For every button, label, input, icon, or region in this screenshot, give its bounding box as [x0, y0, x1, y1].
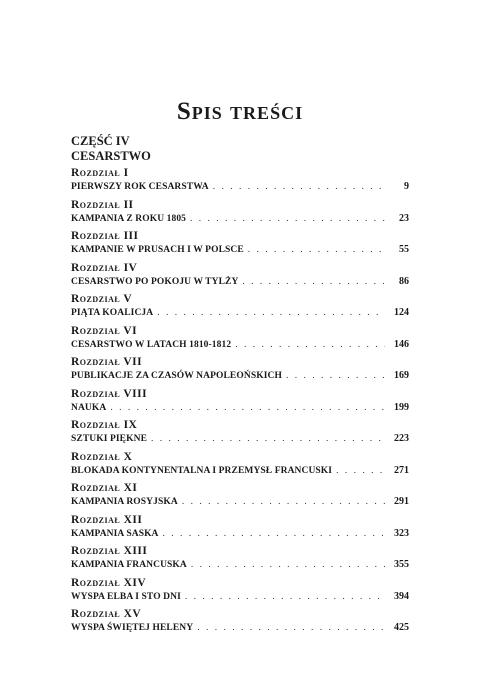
entry-row: [71, 275, 409, 288]
entry-row: [71, 306, 409, 319]
toc-entries: [71, 166, 409, 639]
toc-entry: [71, 607, 409, 639]
entry-title: KAMPANIE W PRUSACH I W POLSCE: [71, 245, 244, 255]
entry-title: PIĄTA KOALICJA: [71, 308, 154, 318]
toc-entry: [71, 324, 409, 356]
chapter-label: Rozdział VIII: [71, 387, 148, 400]
page-number: 169: [394, 370, 409, 381]
page-number: 55: [399, 244, 409, 255]
dot-leader: [163, 528, 385, 541]
dot-leader: [191, 559, 385, 572]
page-number: 124: [394, 307, 409, 318]
page-number: 323: [394, 527, 409, 539]
toc-title: Spis treści: [176, 98, 304, 125]
entry-row: [71, 180, 409, 193]
toc-entry: [71, 387, 409, 419]
entry-title: BLOKADA KONTYNENTALNA I PRZEMYSŁ FRANCUSKI: [71, 465, 333, 476]
entry-row: [71, 527, 409, 540]
chapter-label: Rozdział II: [71, 198, 134, 211]
page-number: 23: [399, 212, 409, 224]
chapter-label: Rozdział VI: [71, 324, 138, 337]
page-number: 9: [404, 181, 409, 192]
page-number: 394: [394, 590, 409, 602]
dot-leader: [185, 591, 385, 604]
page-number: 146: [394, 338, 409, 350]
dot-leader: [157, 307, 385, 320]
dot-leader: [242, 276, 385, 289]
entry-title: WYSPA ŚWIĘTEJ HELENY: [71, 623, 194, 633]
toc-entry: [71, 292, 409, 324]
chapter-label: Rozdział XV: [71, 608, 142, 620]
chapter-label: Rozdział XI: [71, 482, 138, 494]
page-number: 425: [394, 622, 409, 633]
entry-title: CESARSTWO W LATACH 1810-1812: [71, 339, 232, 350]
page-number: 291: [394, 496, 409, 507]
entry-row: [71, 432, 409, 445]
page-number: 271: [394, 464, 409, 476]
part-number: CZĘŚĆ IV: [71, 134, 130, 148]
entry-title: KAMPANIA SASKA: [71, 528, 159, 539]
dot-leader: [197, 622, 385, 635]
toc-entry: [71, 166, 409, 198]
dot-leader: [110, 402, 385, 415]
page-number: 86: [399, 275, 409, 287]
dot-leader: [190, 213, 385, 226]
entry-title: SZTUKI PIĘKNE: [71, 434, 148, 444]
entry-row: [71, 590, 409, 603]
dot-leader: [182, 496, 385, 509]
part-heading: [71, 134, 151, 164]
chapter-label: Rozdział XIII: [71, 545, 148, 557]
entry-title: KAMPANIA ROSYJSKA: [71, 497, 178, 507]
chapter-label: Rozdział III: [71, 230, 139, 242]
entry-row: [71, 338, 409, 351]
dot-leader: [336, 465, 385, 478]
toc-entry: [71, 544, 409, 576]
entry-title: NAUKA: [71, 402, 107, 413]
page-number: 223: [394, 433, 409, 444]
entry-row: [71, 369, 409, 382]
chapter-label: Rozdział VII: [71, 356, 143, 368]
toc-entry: [71, 576, 409, 608]
toc-entry: [71, 450, 409, 482]
entry-title: PIERWSZY ROK CESARSTWA: [71, 182, 209, 192]
entry-title: KAMPANIA Z ROKU 1805: [71, 213, 187, 224]
entry-title: WYSPA ELBA I STO DNI: [71, 591, 181, 602]
toc-entry: [71, 229, 409, 261]
dot-leader: [286, 370, 385, 383]
entry-title: KAMPANIA FRANCUSKA: [71, 560, 187, 570]
chapter-label: Rozdział I: [71, 167, 129, 179]
chapter-label: Rozdział XII: [71, 513, 143, 526]
entry-row: [71, 621, 409, 634]
entry-row: [71, 401, 409, 414]
toc-entry: [71, 355, 409, 387]
part-name: CESARSTWO: [71, 149, 151, 163]
toc-entry: [71, 513, 409, 545]
chapter-label: Rozdział IV: [71, 261, 138, 274]
dot-leader: [235, 339, 385, 352]
entry-title: CESARSTWO PO POKOJU W TYLŻY: [71, 276, 239, 287]
entry-row: [71, 212, 409, 225]
dot-leader: [213, 181, 385, 194]
toc-entry: [71, 261, 409, 293]
chapter-label: Rozdział IX: [71, 419, 138, 431]
toc-entry: [71, 198, 409, 230]
toc-entry: [71, 481, 409, 513]
page-number: 199: [394, 401, 409, 413]
dot-leader: [151, 433, 385, 446]
entry-title: PUBLIKACJE ZA CZASÓW NAPOLEOŃSKICH: [71, 371, 282, 381]
dot-leader: [248, 244, 385, 257]
entry-row: [71, 243, 409, 256]
chapter-label: Rozdział XIV: [71, 576, 147, 589]
entry-row: [71, 495, 409, 508]
page-number: 355: [394, 559, 409, 570]
chapter-label: Rozdział X: [71, 450, 133, 463]
entry-row: [71, 464, 409, 477]
chapter-label: Rozdział V: [71, 293, 133, 305]
book-page: [71, 0, 409, 690]
toc-entry: [71, 418, 409, 450]
entry-row: [71, 558, 409, 571]
